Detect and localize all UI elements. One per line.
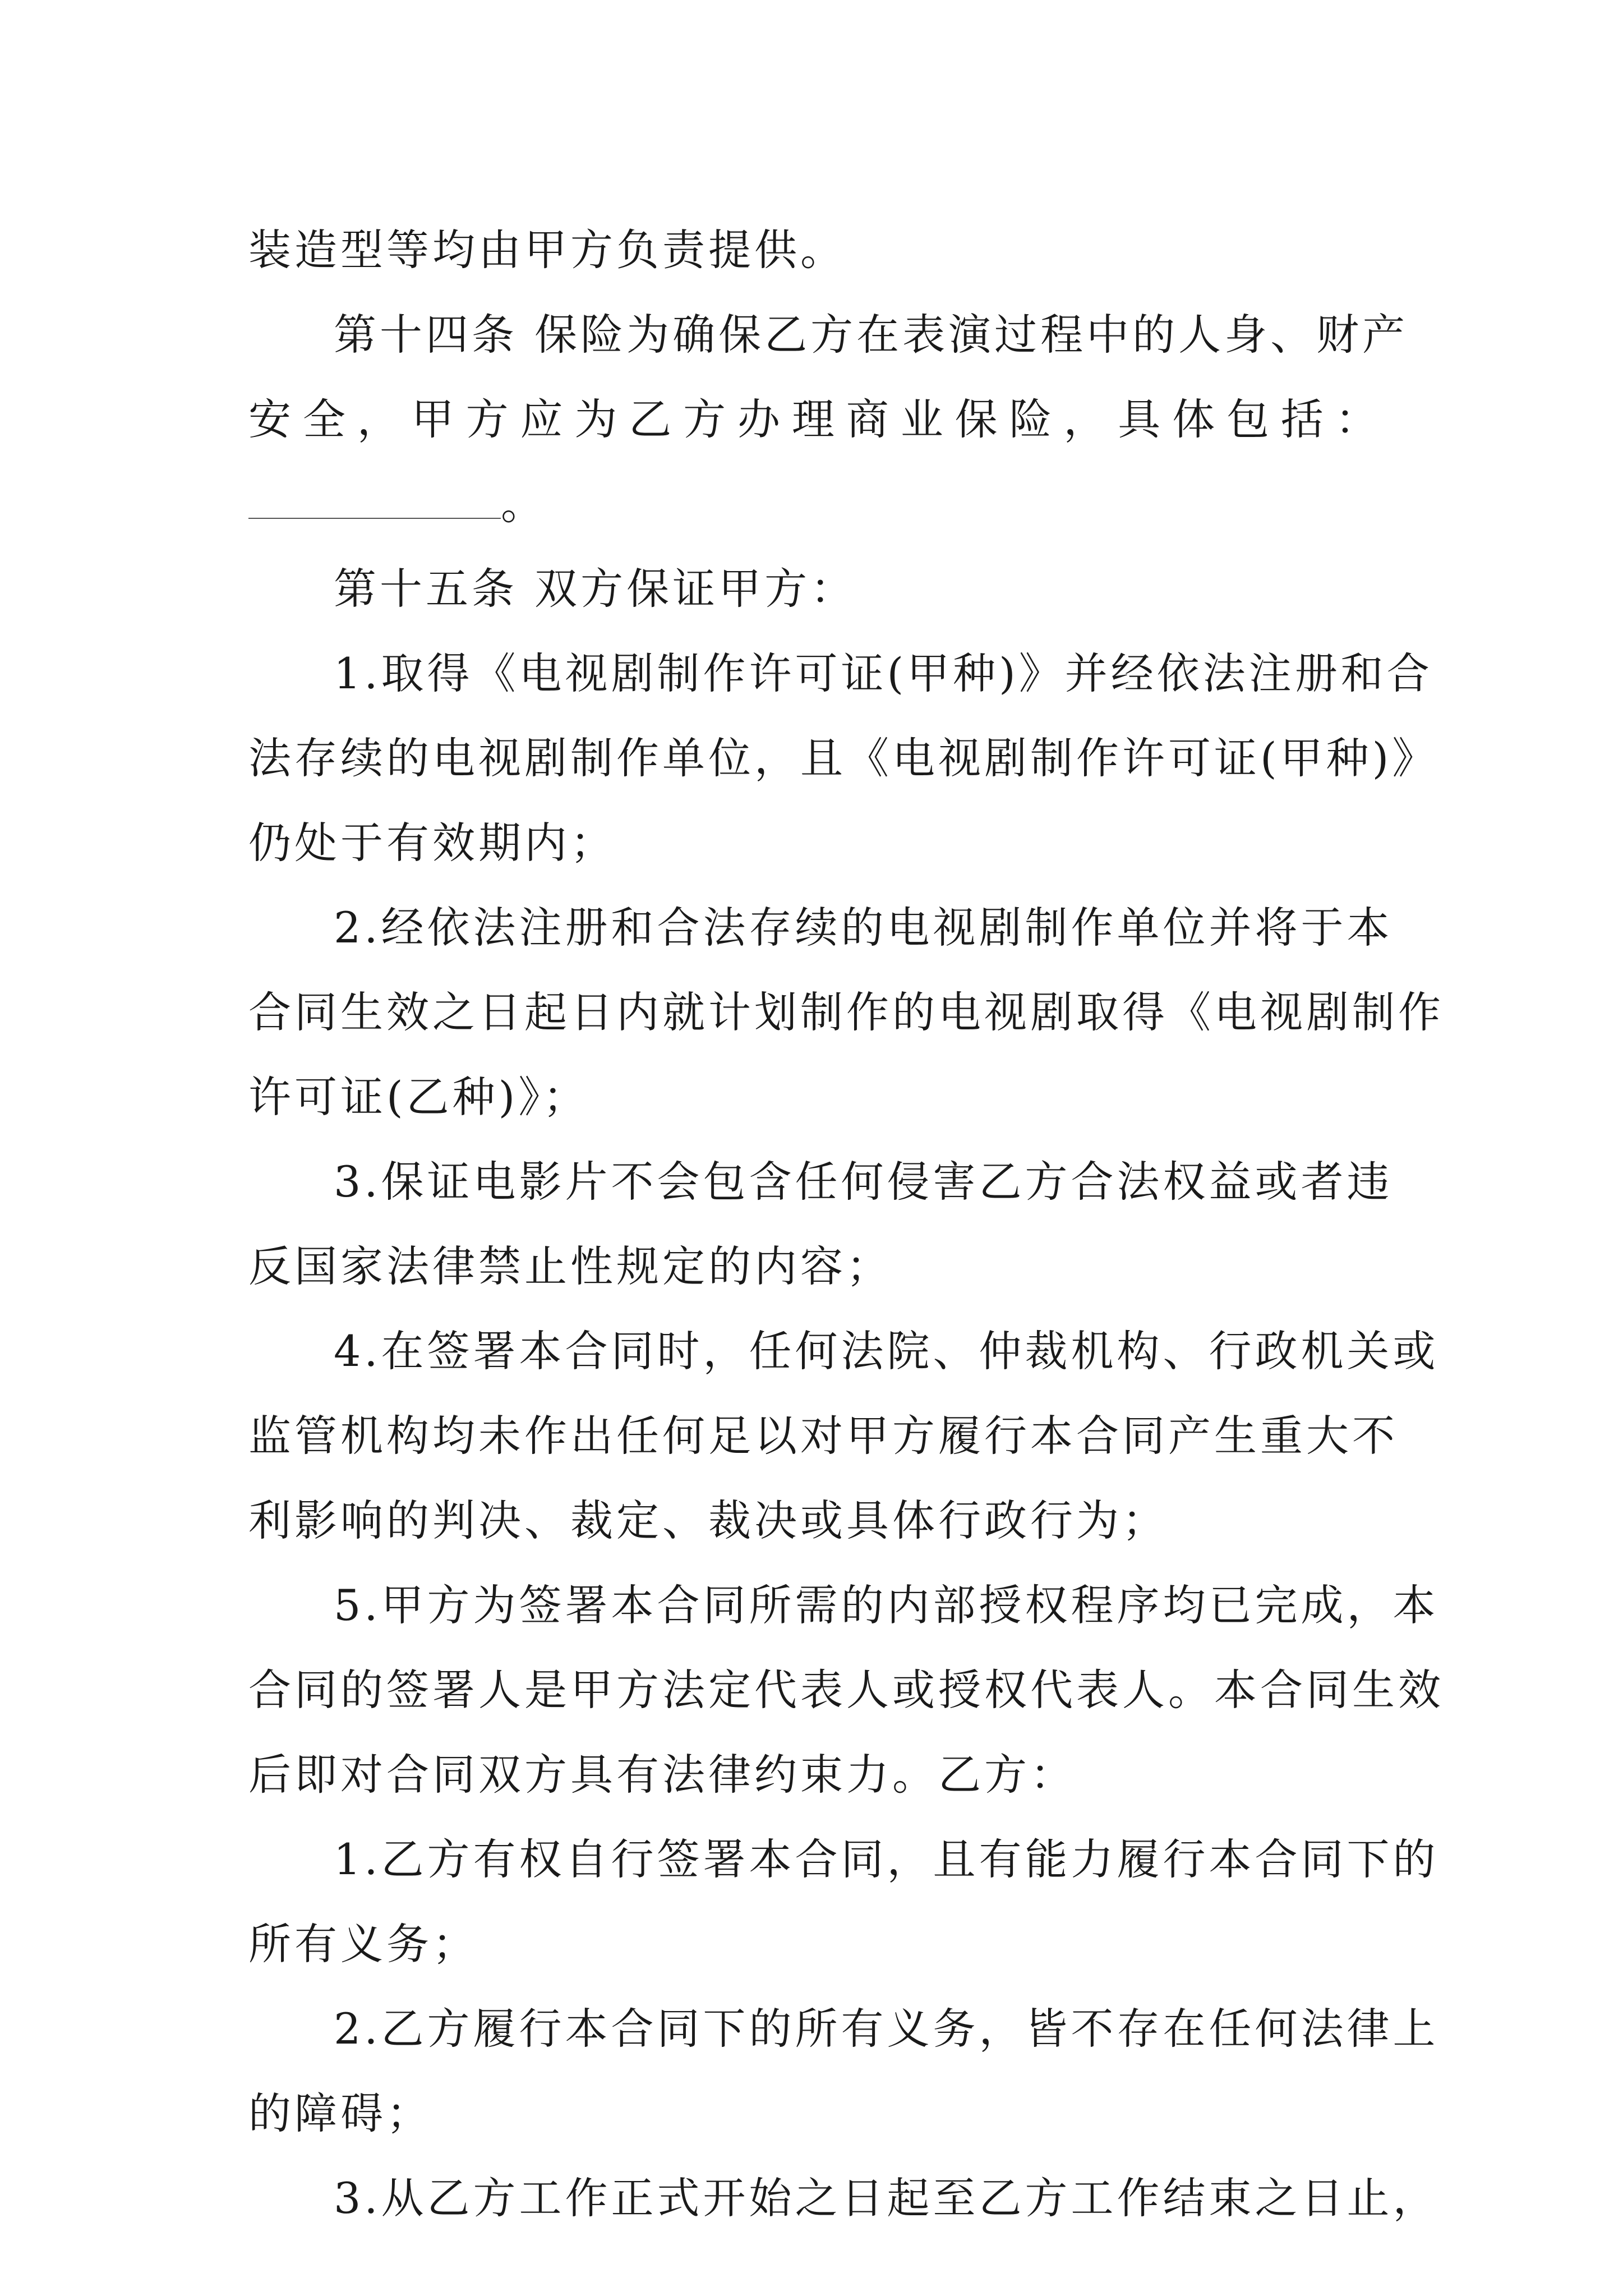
text-line-justified: 安 全 ， 甲 方 应 为 乙 方 办 理 商 业 保 险 ， 具 体 包 括 ： xyxy=(248,394,1381,444)
text-line: 合同生效之日起日内就计划制作的电视剧取得《电视剧制作 xyxy=(248,987,1444,1037)
text-line: 仍处于有效期内； xyxy=(248,818,616,868)
text-line: 1.取得《电视剧制作许可证(甲种)》并经依法注册和合 xyxy=(334,648,1433,698)
text-line: 3.从乙方工作正式开始之日起至乙方工作结束之日止， xyxy=(334,2173,1439,2223)
text-line: 所有义务； xyxy=(248,1919,478,1969)
text-line: 利影响的判决、裁定、裁决或具体行政行为； xyxy=(248,1496,1168,1545)
contract-body xyxy=(248,208,1444,2240)
text-line: 1.乙方有权自行签署本合同，且有能力履行本合同下的 xyxy=(334,1834,1439,1884)
text-line: 2.乙方履行本合同下的所有义务，皆不存在任何法律上 xyxy=(334,2004,1439,2054)
text-line: 许可证(乙种)》； xyxy=(248,1072,589,1122)
text-line: 法存续的电视剧制作单位，且《电视剧制作许可证(甲种)》 xyxy=(248,733,1438,783)
text-line: 后即对合同双方具有法律约束力。乙方： xyxy=(248,1750,1076,1800)
fill-in-blank xyxy=(248,484,501,519)
text-line: 5.甲方为签署本合同所需的内部授权程序均已完成，本 xyxy=(334,1580,1439,1630)
text-line: 2.经依法注册和合法存续的电视剧制作单位并将于本 xyxy=(334,903,1393,953)
article-15-heading: 第十五条 双方保证甲方： xyxy=(334,564,857,614)
insurance-blank-line: 。 xyxy=(248,462,1381,546)
text-line: 的障碍； xyxy=(248,2088,432,2138)
text-line: 监管机构均未作出任何足以对甲方履行本合同产生重大不 xyxy=(248,1411,1398,1461)
text-line: 反国家法律禁止性规定的内容； xyxy=(248,1241,892,1291)
text-line: 3.保证电影片不会包含任何侵害乙方合法权益或者违 xyxy=(334,1157,1393,1207)
text-line: 4.在签署本合同时，任何法院、仲裁机构、行政机关或 xyxy=(334,1326,1439,1376)
text-line: 合同的签署人是甲方法定代表人或授权代表人。本合同生效 xyxy=(248,1665,1444,1715)
text-line: 装造型等均由甲方负责提供。 xyxy=(248,225,846,275)
article-14-heading: 第十四条 保险为确保乙方在表演过程中的人身、财产 xyxy=(334,310,1409,360)
